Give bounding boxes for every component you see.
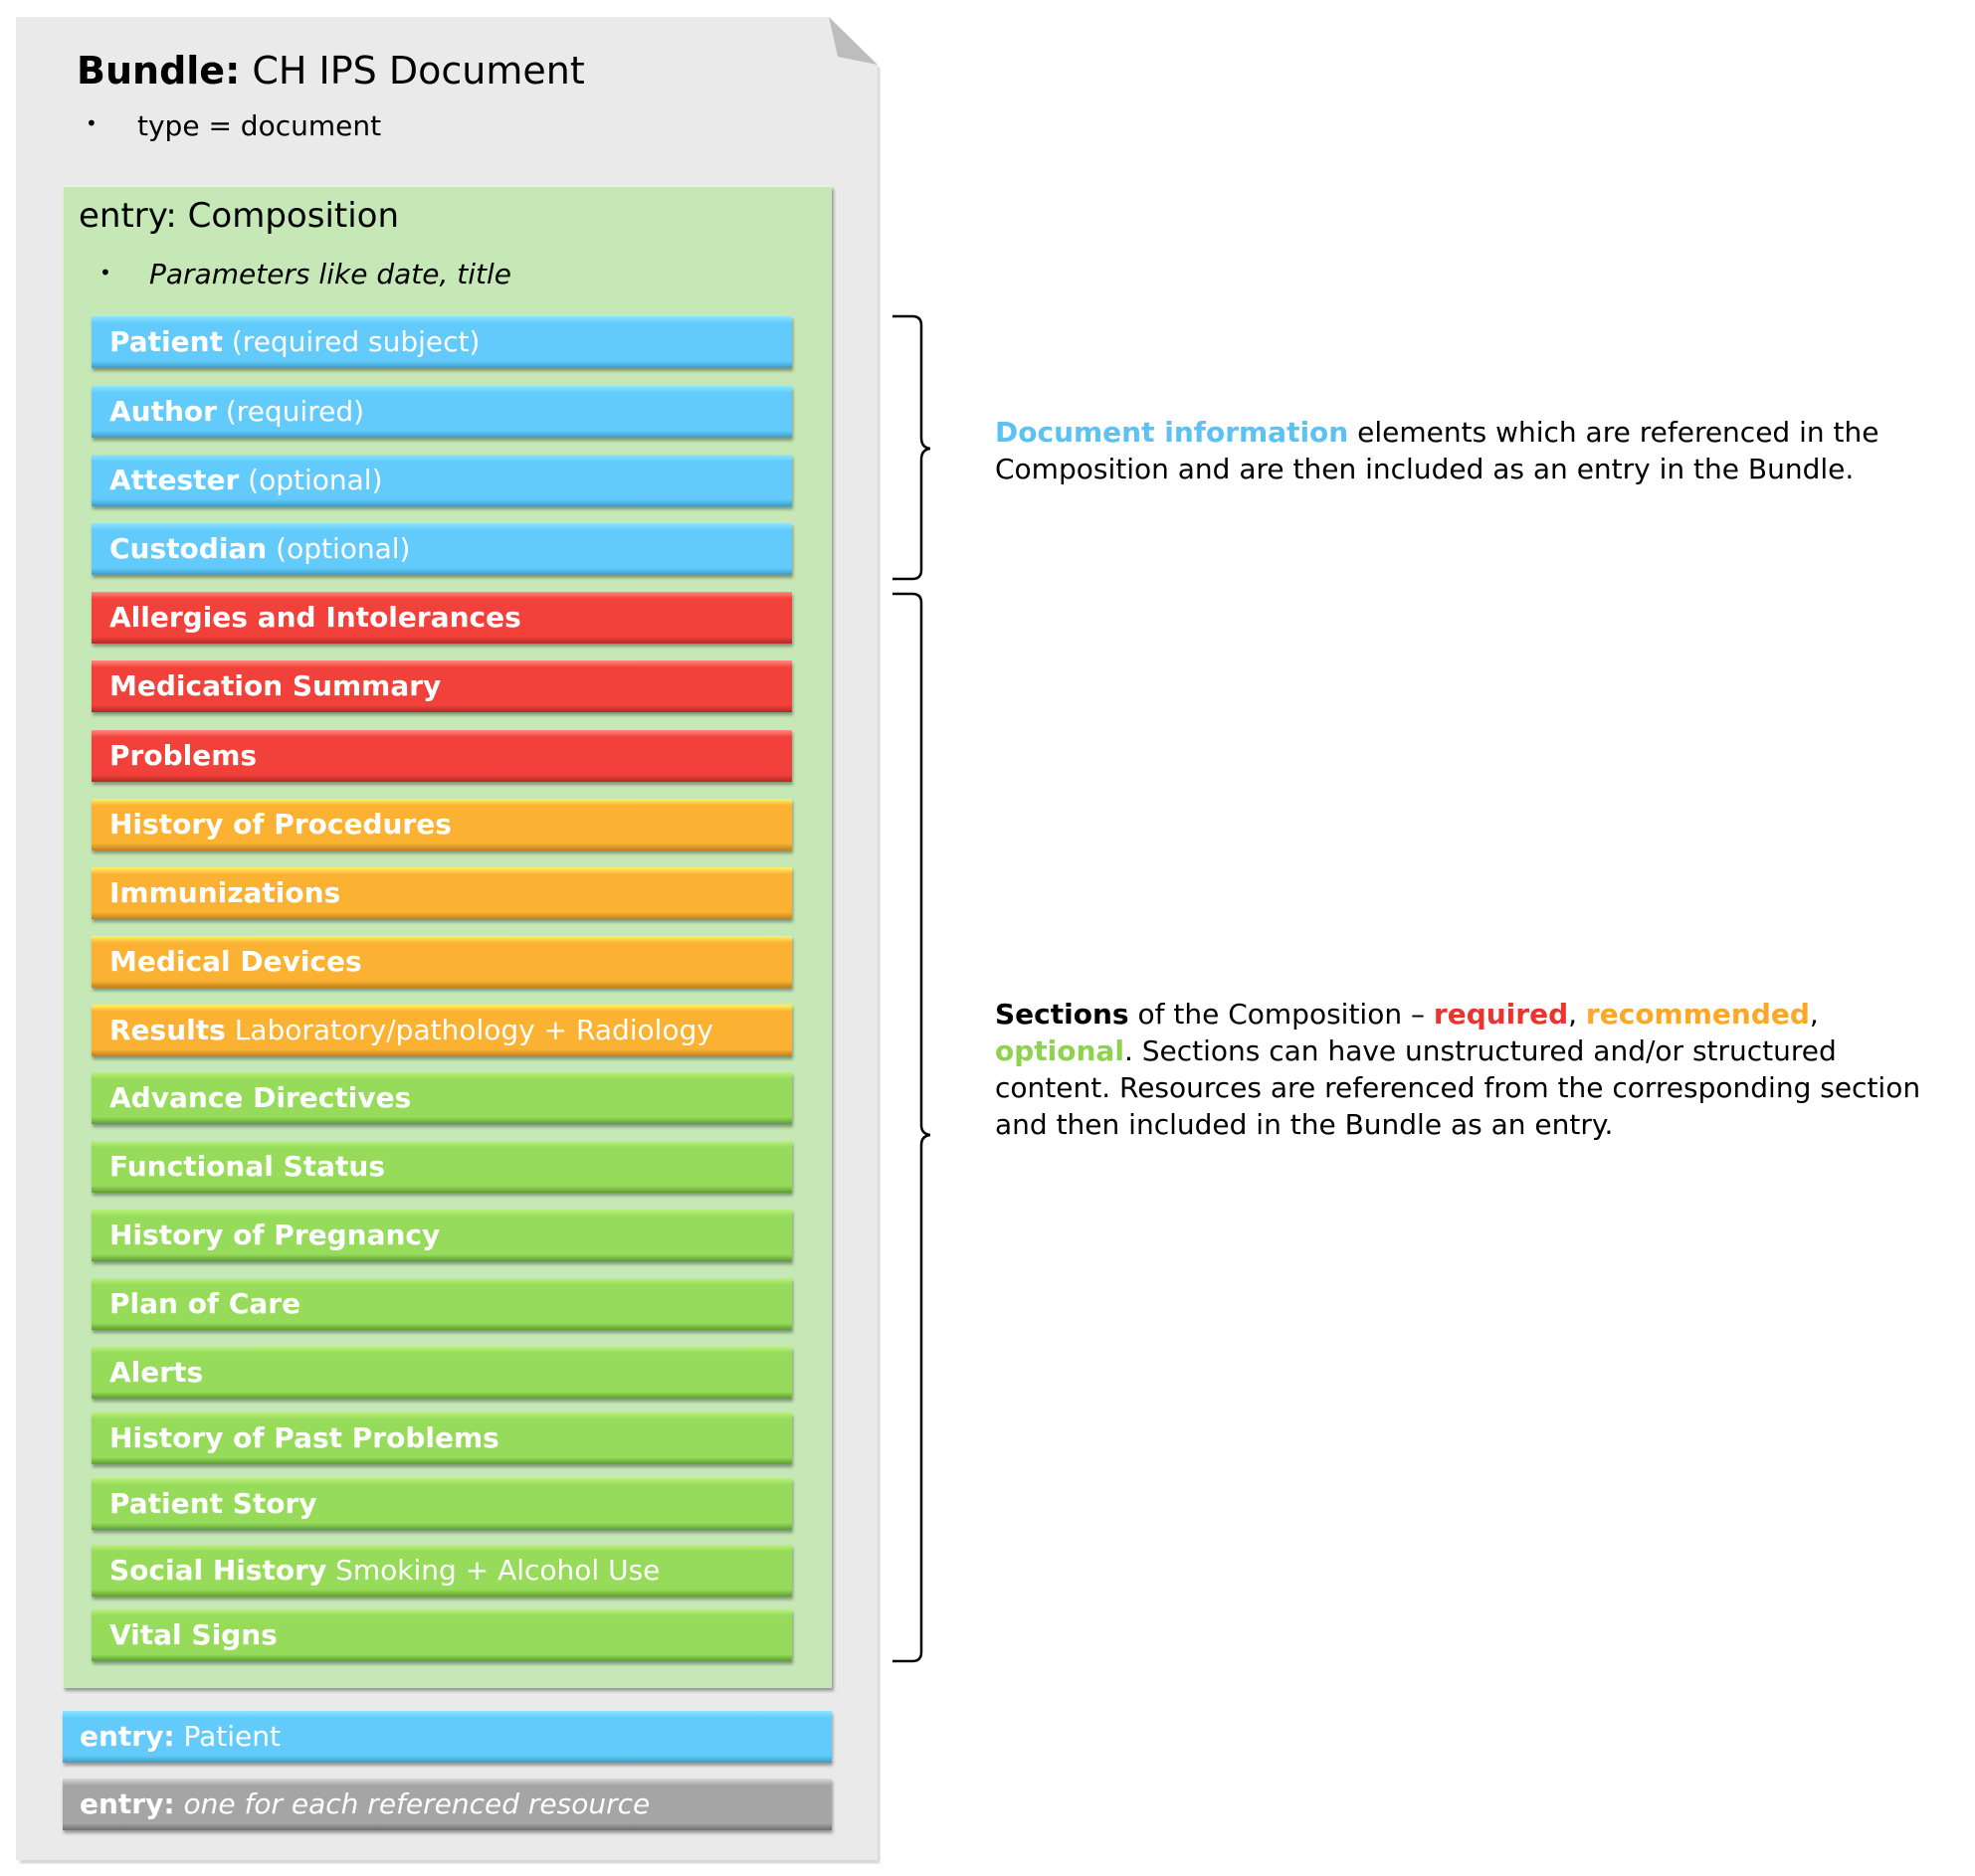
doc-info-custodian[interactable] xyxy=(92,523,792,575)
bar-label: Medication Summary xyxy=(109,669,442,702)
note-text: of the Composition – xyxy=(1128,998,1434,1031)
bar-detail: Patient xyxy=(174,1720,281,1753)
doc-info-attester[interactable] xyxy=(92,455,792,506)
brace-document-information-icon xyxy=(890,314,930,583)
legend-required: required xyxy=(1433,998,1569,1031)
entry-patient[interactable] xyxy=(63,1711,832,1763)
section-history-of-past-problems[interactable] xyxy=(92,1412,792,1464)
bundle-name: CH IPS Document xyxy=(252,49,585,93)
legend-recommended: recommended xyxy=(1585,998,1810,1031)
note-sections-label: Sections xyxy=(995,998,1129,1031)
bar-label: Vital Signs xyxy=(109,1618,278,1651)
brace-sections-icon xyxy=(890,592,930,1666)
bar-detail: (optional) xyxy=(267,532,411,565)
bar-label: Social History xyxy=(109,1554,327,1587)
bar-label: History of Pregnancy xyxy=(109,1219,441,1251)
bullet-icon: • xyxy=(86,111,98,135)
section-results[interactable] xyxy=(92,1005,792,1056)
bundle-label: Bundle: xyxy=(77,49,241,93)
composition-title: entry: Composition xyxy=(79,196,400,236)
bar-label: Problems xyxy=(109,739,258,772)
bar-label: Allergies and Intolerances xyxy=(109,601,521,634)
bar-detail: (optional) xyxy=(239,464,383,496)
bar-label: entry: xyxy=(80,1787,175,1820)
section-medical-devices[interactable] xyxy=(92,936,792,988)
bar-label: History of Procedures xyxy=(109,808,452,841)
bar-detail: Smoking + Alcohol Use xyxy=(326,1554,661,1587)
section-vital-signs[interactable] xyxy=(92,1609,792,1661)
note-sections xyxy=(995,996,1940,1143)
note-text: elements which are referenced in the xyxy=(1348,416,1879,449)
section-allergies[interactable] xyxy=(92,592,792,644)
bar-label: Alerts xyxy=(109,1356,204,1389)
section-history-of-procedures[interactable] xyxy=(92,799,792,850)
bar-label: Author xyxy=(109,395,217,428)
section-patient-story[interactable] xyxy=(92,1478,792,1530)
section-history-of-pregnancy[interactable] xyxy=(92,1210,792,1261)
note-document-information xyxy=(995,414,1970,487)
bar-detail: (required) xyxy=(216,395,365,428)
folded-corner-icon xyxy=(829,17,878,66)
bar-label: Patient Story xyxy=(109,1487,317,1520)
doc-info-author[interactable] xyxy=(92,386,792,438)
bar-detail: one for each referenced resource xyxy=(174,1787,651,1820)
bundle-title xyxy=(77,48,585,94)
bar-label: Advance Directives xyxy=(109,1081,412,1114)
section-immunizations[interactable] xyxy=(92,867,792,919)
bar-label: Custodian xyxy=(109,532,268,565)
bar-label: Plan of Care xyxy=(109,1287,301,1320)
note-highlight: Document information xyxy=(995,416,1349,449)
bar-label: Functional Status xyxy=(109,1150,386,1183)
bar-label: Results xyxy=(109,1014,226,1046)
note-text: . Sections can have unstructured and/or structured content. Resources are referenced from the corresponding section and then included in the Bundle as an entry. xyxy=(995,1034,1921,1141)
section-social-history[interactable] xyxy=(92,1545,792,1596)
bar-label: entry: xyxy=(80,1720,175,1753)
note-text: Composition and are then included as an entry in the Bundle. xyxy=(995,453,1855,485)
bar-label: Attester xyxy=(109,464,240,496)
bullet-icon: • xyxy=(99,261,111,284)
section-plan-of-care[interactable] xyxy=(92,1278,792,1330)
bundle-type: type = document xyxy=(137,109,382,142)
legend-optional: optional xyxy=(995,1034,1124,1067)
bar-label: Immunizations xyxy=(109,876,341,909)
entry-referenced-resources[interactable] xyxy=(63,1779,832,1830)
section-medication-summary[interactable] xyxy=(92,660,792,712)
note-text: , xyxy=(1809,998,1819,1031)
composition-parameters: Parameters like date, title xyxy=(149,258,511,290)
bar-detail: Laboratory/pathology + Radiology xyxy=(225,1014,713,1046)
bar-detail: (required subject) xyxy=(222,325,481,358)
doc-info-patient[interactable] xyxy=(92,316,792,368)
section-alerts[interactable] xyxy=(92,1347,792,1399)
section-functional-status[interactable] xyxy=(92,1141,792,1193)
bar-label: History of Past Problems xyxy=(109,1421,499,1454)
note-text: , xyxy=(1568,998,1586,1031)
bar-label: Patient xyxy=(109,325,223,358)
section-advance-directives[interactable] xyxy=(92,1072,792,1124)
bar-label: Medical Devices xyxy=(109,945,362,978)
section-problems[interactable] xyxy=(92,730,792,782)
